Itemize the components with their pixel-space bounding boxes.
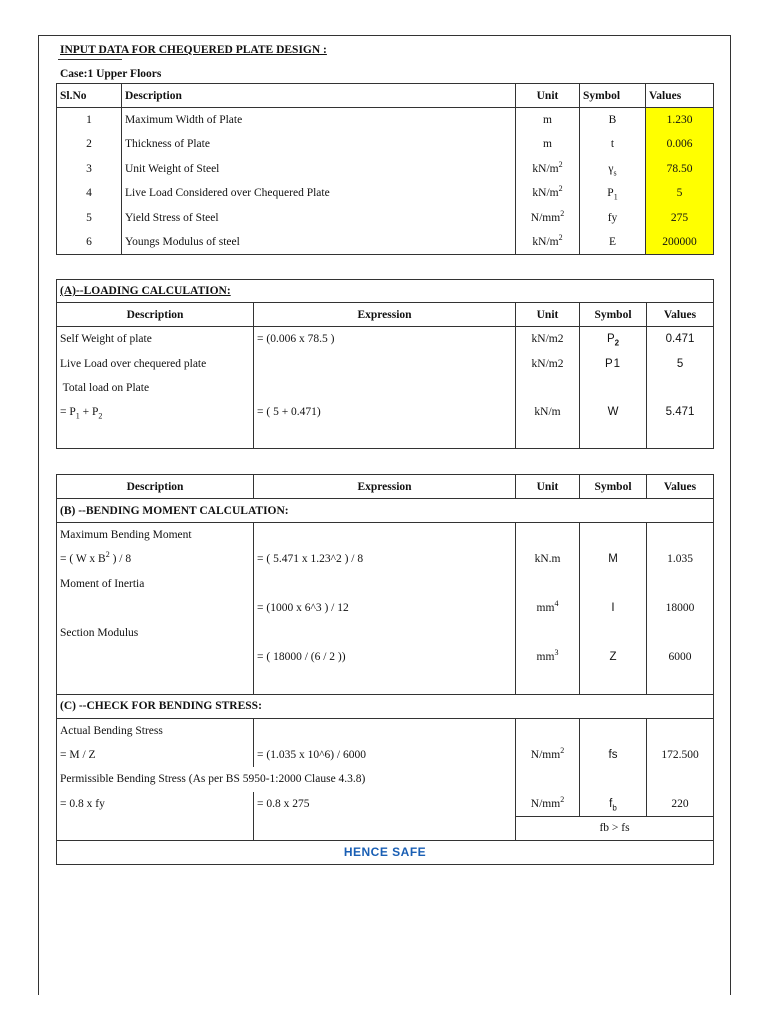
table-row: [57, 230, 714, 255]
table-row: [57, 132, 714, 157]
header-symbol: Symbol: [580, 303, 647, 327]
row-unit: $N/mm^2$: [516, 206, 580, 231]
row-symbol: [580, 718, 647, 743]
header-values: Values: [647, 475, 714, 499]
row-value: 5.471: [647, 400, 714, 425]
row-number: 6: [57, 230, 122, 255]
row-symbol: $f_b$: [580, 792, 647, 817]
row-unit: [516, 718, 580, 743]
table-header-row: [57, 303, 714, 327]
row-description: Live Load over chequered plate: [57, 352, 254, 376]
table-row: [57, 670, 714, 695]
row-symbol: [580, 523, 647, 548]
row-description: = 0.8 x fy: [57, 792, 254, 817]
row-value: 220: [647, 792, 714, 817]
row-value: 18000: [647, 596, 714, 621]
row-expression: [254, 376, 516, 400]
row-description: [57, 816, 254, 840]
row-description: = $P_1 + P_2$: [57, 400, 254, 425]
header-expression: Expression: [254, 303, 516, 327]
row-unit: kN/m2: [516, 352, 580, 376]
row-value: [647, 572, 714, 597]
row-description: [57, 670, 254, 695]
row-symbol: $P_1$: [580, 181, 646, 206]
row-symbol: fs: [580, 743, 647, 768]
row-description: = M / Z: [57, 743, 254, 768]
row-description: = ( W x $B^2$ ) / 8: [57, 547, 254, 572]
table-row: [57, 645, 714, 670]
row-value: 6000: [647, 645, 714, 670]
table-row: [57, 743, 714, 768]
header-description: Description: [122, 84, 516, 108]
row-expression: [254, 670, 516, 695]
title-underline: [58, 59, 122, 60]
page-title: INPUT DATA FOR CHEQUERED PLATE DESIGN :: [60, 44, 327, 56]
section-title: (A)--LOADING CALCULATION:: [57, 280, 714, 303]
table-row: [57, 327, 714, 352]
row-value: [647, 718, 714, 743]
row-value: 5: [647, 352, 714, 376]
table-row: [57, 206, 714, 231]
row-expression: = (1.035 x 10^6) / 6000: [254, 743, 516, 768]
row-value: 1.035: [647, 547, 714, 572]
section-title: (C) --CHECK FOR BENDING STRESS:: [57, 694, 714, 718]
row-symbol: $P_2$: [580, 327, 647, 352]
row-unit: $kN/m^2$: [516, 157, 580, 182]
row-unit: [516, 376, 580, 400]
row-symbol: [580, 767, 647, 792]
row-description: Live Load Considered over Chequered Plate: [122, 181, 516, 206]
table-row: [57, 621, 714, 646]
row-symbol: Z: [580, 645, 647, 670]
header-description: Description: [57, 303, 254, 327]
section-title: (B) --BENDING MOMENT CALCULATION:: [57, 499, 714, 523]
header-unit: Unit: [516, 303, 580, 327]
row-unit: [516, 767, 580, 792]
row-symbol: [580, 621, 647, 646]
case-label: Case:1 Upper Floors: [60, 68, 162, 80]
row-value[interactable]: 1.230: [646, 108, 714, 133]
header-expression: Expression: [254, 475, 516, 499]
row-expression: = ( 18000 / (6 / 2 )): [254, 645, 516, 670]
row-value[interactable]: 0.006: [646, 132, 714, 157]
row-unit: $N/mm^2$: [516, 792, 580, 817]
row-description: [57, 596, 254, 621]
row-description: Self Weight of plate: [57, 327, 254, 352]
row-expression: [254, 816, 516, 840]
row-unit: [516, 670, 580, 695]
row-description: Moment of Inertia: [57, 572, 254, 597]
row-description: Thickness of Plate: [122, 132, 516, 157]
row-value: [647, 425, 714, 449]
row-expression: = (1000 x 6^3 ) / 12: [254, 596, 516, 621]
row-expression: = (0.006 x 78.5 ): [254, 327, 516, 352]
table-row: [57, 157, 714, 182]
table-row: [57, 181, 714, 206]
table-row: [57, 572, 714, 597]
bending-calculation-table: [56, 474, 714, 865]
row-value: 0.471: [647, 327, 714, 352]
row-symbol: [580, 376, 647, 400]
row-description: Section Modulus: [57, 621, 254, 646]
row-value: [647, 621, 714, 646]
row-value: [647, 767, 714, 792]
row-expression: [254, 572, 516, 597]
row-description: Maximum Width of Plate: [122, 108, 516, 133]
row-unit: kN/m: [516, 400, 580, 425]
row-symbol: P1: [580, 352, 647, 376]
row-description: [57, 425, 254, 449]
table-row: [57, 816, 714, 840]
row-value: [647, 523, 714, 548]
comparison-cell: fb > fs: [516, 816, 714, 840]
row-unit: kN.m: [516, 547, 580, 572]
row-unit: [516, 621, 580, 646]
row-symbol: $\gamma_s$: [580, 157, 646, 182]
row-unit: $kN/m^2$: [516, 230, 580, 255]
row-expression: = ( 5 + 0.471): [254, 400, 516, 425]
row-number: 2: [57, 132, 122, 157]
row-symbol: M: [580, 547, 647, 572]
row-expression: [254, 523, 516, 548]
row-value: [647, 670, 714, 695]
row-number: 5: [57, 206, 122, 231]
table-row: [57, 718, 714, 743]
loading-calculation-table: [56, 279, 714, 449]
row-symbol: fy: [580, 206, 646, 231]
row-unit: $mm^3$: [516, 645, 580, 670]
row-expression: [254, 425, 516, 449]
row-expression: = 0.8 x 275: [254, 792, 516, 817]
row-description: Youngs Modulus of steel: [122, 230, 516, 255]
row-value: 172.500: [647, 743, 714, 768]
header-slno: Sl.No: [57, 84, 122, 108]
table-header-row: [57, 475, 714, 499]
table-row: [57, 792, 714, 817]
table-row: [57, 108, 714, 133]
row-symbol: [580, 670, 647, 695]
row-number: 3: [57, 157, 122, 182]
row-value[interactable]: 200000: [646, 230, 714, 255]
row-description: Permissible Bending Stress (As per BS 5950-1:2000 Clause 4.3.8): [57, 767, 516, 792]
row-unit: kN/m2: [516, 327, 580, 352]
row-symbol: W: [580, 400, 647, 425]
row-description: [57, 645, 254, 670]
row-expression: [254, 621, 516, 646]
header-values: Values: [646, 84, 714, 108]
row-description: Unit Weight of Steel: [122, 157, 516, 182]
header-unit: Unit: [516, 475, 580, 499]
table-header-row: [57, 84, 714, 108]
row-symbol: t: [580, 132, 646, 157]
row-unit: [516, 425, 580, 449]
row-value: [647, 376, 714, 400]
row-number: 4: [57, 181, 122, 206]
row-unit: [516, 523, 580, 548]
table-row: [57, 523, 714, 548]
row-description: Yield Stress of Steel: [122, 206, 516, 231]
row-expression: [254, 352, 516, 376]
row-value[interactable]: 5: [646, 181, 714, 206]
header-symbol: Symbol: [580, 475, 647, 499]
row-symbol: I: [580, 596, 647, 621]
row-description: Actual Bending Stress: [57, 718, 254, 743]
input-data-table: [56, 83, 714, 255]
table-row: [57, 596, 714, 621]
row-expression: = ( 5.471 x 1.23^2 ) / 8: [254, 547, 516, 572]
header-unit: Unit: [516, 84, 580, 108]
table-row: [57, 425, 714, 449]
row-number: 1: [57, 108, 122, 133]
row-unit: m: [516, 108, 580, 133]
row-unit: $mm^4$: [516, 596, 580, 621]
table-row: [57, 547, 714, 572]
header-values: Values: [647, 303, 714, 327]
table-row: [57, 352, 714, 376]
row-symbol: [580, 425, 647, 449]
table-row: [57, 400, 714, 425]
row-unit: $N/mm^2$: [516, 743, 580, 768]
row-unit: [516, 572, 580, 597]
row-description: Total load on Plate: [57, 376, 254, 400]
row-description: Maximum Bending Moment: [57, 523, 254, 548]
header-description: Description: [57, 475, 254, 499]
row-unit: m: [516, 132, 580, 157]
table-row: [57, 376, 714, 400]
row-symbol: B: [580, 108, 646, 133]
table-row: [57, 767, 714, 792]
row-symbol: [580, 572, 647, 597]
header-symbol: Symbol: [580, 84, 646, 108]
row-value[interactable]: 78.50: [646, 157, 714, 182]
row-unit: $kN/m^2$: [516, 181, 580, 206]
row-symbol: E: [580, 230, 646, 255]
row-value[interactable]: 275: [646, 206, 714, 231]
row-expression: [254, 718, 516, 743]
result-banner: HENCE SAFE: [57, 840, 714, 864]
